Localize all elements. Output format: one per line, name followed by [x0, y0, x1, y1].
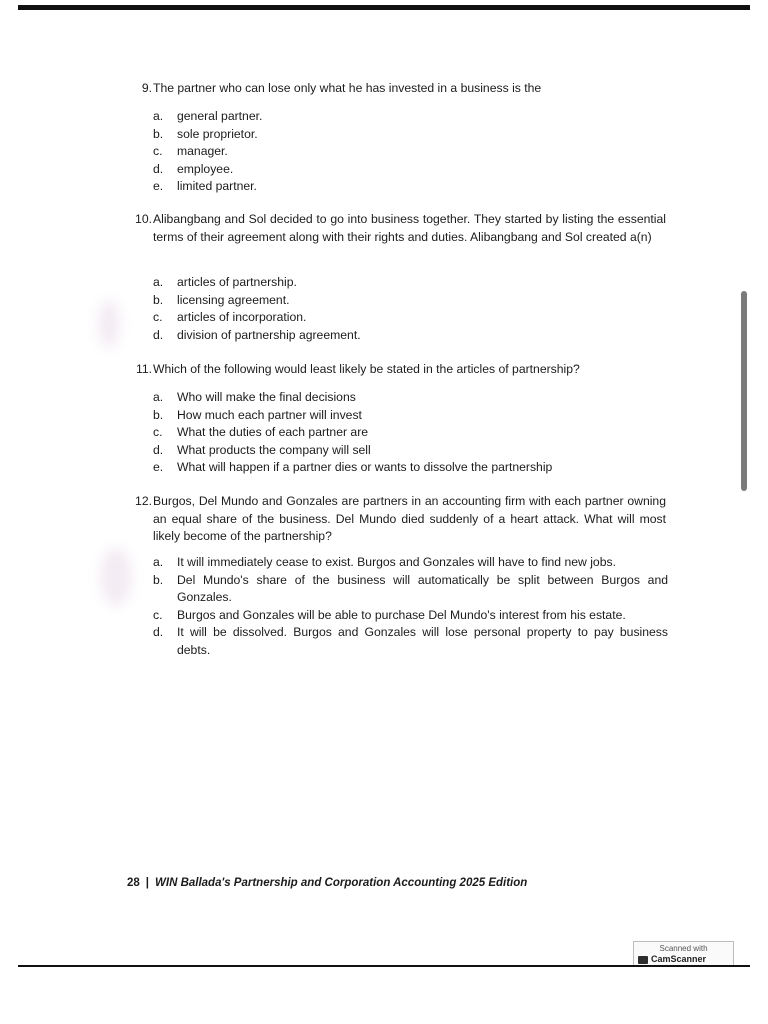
answer-choice — [153, 274, 668, 292]
answer-choices — [153, 274, 668, 344]
choice-text: What the duties of each partner are — [177, 425, 369, 439]
answer-choice — [153, 442, 668, 460]
choice-letter: b. — [153, 407, 164, 422]
question-number: 12. — [135, 494, 152, 508]
scrollbar-thumb[interactable] — [741, 291, 747, 491]
answer-choices — [153, 554, 668, 659]
choice-text: employee. — [177, 161, 234, 176]
answer-choice — [153, 309, 668, 327]
choice-text: manager. — [177, 144, 228, 158]
answer-choice — [153, 292, 668, 310]
choice-text: general partner. — [177, 109, 263, 123]
answer-choice — [153, 607, 668, 625]
choice-letter: d. — [153, 161, 164, 176]
book-title: WIN Ballada's Partnership and Corporation Accounting 2025 Edition — [155, 877, 528, 889]
question-text: Alibangbang and Sol decided to go into business together. They started by listing the essential terms of their agreement along with their rights and duties. Alibangbang and Sol created a(n) — [153, 212, 666, 244]
choice-text: Del Mundo's share of the business will automatically be split between Burgos and Gonzales. — [177, 572, 668, 604]
answer-choice — [153, 108, 668, 126]
question-number: 11. — [135, 362, 152, 376]
scanner-badge-line1: Scanned with — [659, 944, 708, 953]
choice-letter: b. — [153, 572, 164, 587]
answer-choice — [153, 161, 668, 179]
answer-choice — [153, 572, 668, 607]
choice-letter: d. — [153, 327, 164, 342]
bottom-border-rule — [18, 965, 750, 967]
answer-choices — [153, 108, 668, 196]
answer-choice — [153, 624, 668, 659]
answer-choice — [153, 143, 668, 161]
answer-choice — [153, 424, 668, 442]
choice-letter: c. — [153, 310, 163, 324]
choice-letter: b. — [153, 292, 164, 307]
page-footer — [127, 877, 527, 889]
choice-letter: c. — [153, 144, 163, 158]
answer-choice — [153, 178, 668, 196]
answer-choices — [153, 389, 668, 477]
question-text: Burgos, Del Mundo and Gonzales are partners in an accounting firm with each partner owning an equal share of the business. Del Mundo died suddenly of a heart attack. What will most likely become of the partnership? — [153, 494, 666, 543]
choice-letter: a. — [153, 390, 164, 404]
choice-letter: a. — [153, 109, 164, 123]
choice-text: How much each partner will invest — [177, 407, 362, 422]
answer-choice — [153, 327, 668, 345]
choice-text: articles of incorporation. — [177, 310, 307, 324]
choice-text: Burgos and Gonzales will be able to purchase Del Mundo's interest from his estate. — [177, 607, 626, 622]
choice-text: articles of partnership. — [177, 275, 297, 289]
question-number: 10. — [135, 212, 152, 226]
choice-letter: e. — [153, 179, 164, 193]
choice-letter: c. — [153, 607, 163, 622]
question-number: 9. — [141, 81, 152, 95]
question-text: The partner who can lose only what he has invested in a business is the — [153, 81, 542, 95]
question-text: Which of the following would least likely be stated in the articles of partnership? — [153, 362, 580, 376]
top-border-rule — [18, 5, 750, 10]
choice-text: Who will make the final decisions — [177, 390, 356, 404]
page-number: 28 — [127, 877, 140, 889]
choice-letter: a. — [153, 275, 164, 289]
answer-choice — [153, 126, 668, 144]
choice-text: It will be dissolved. Burgos and Gonzales will lose personal property to pay business debts. — [177, 625, 668, 657]
choice-letter: e. — [153, 460, 164, 474]
choice-text: limited partner. — [177, 179, 257, 193]
choice-text: division of partnership agreement. — [177, 327, 361, 342]
answer-choice — [153, 459, 668, 477]
choice-letter: c. — [153, 425, 163, 439]
choice-letter: b. — [153, 126, 164, 141]
camscanner-logo-icon — [638, 956, 648, 964]
page-smudge — [98, 300, 120, 348]
scanner-watermark — [633, 941, 734, 967]
footer-separator: | — [145, 877, 150, 889]
choice-letter: a. — [153, 555, 164, 569]
choice-letter: d. — [153, 625, 164, 639]
answer-choice — [153, 389, 668, 407]
page-smudge — [100, 548, 132, 606]
choice-text: What products the company will sell — [177, 442, 371, 457]
scanner-badge-brand — [634, 954, 733, 964]
choice-text: What will happen if a partner dies or wants to dissolve the partnership — [177, 460, 553, 474]
choice-text: licensing agreement. — [177, 292, 290, 307]
choice-text: sole proprietor. — [177, 126, 258, 141]
choice-letter: d. — [153, 442, 164, 457]
scanner-badge-line2: CamScanner — [651, 954, 707, 964]
choice-text: It will immediately cease to exist. Burgos and Gonzales will have to find new jobs. — [177, 555, 616, 569]
answer-choice — [153, 407, 668, 425]
answer-choice — [153, 554, 668, 572]
